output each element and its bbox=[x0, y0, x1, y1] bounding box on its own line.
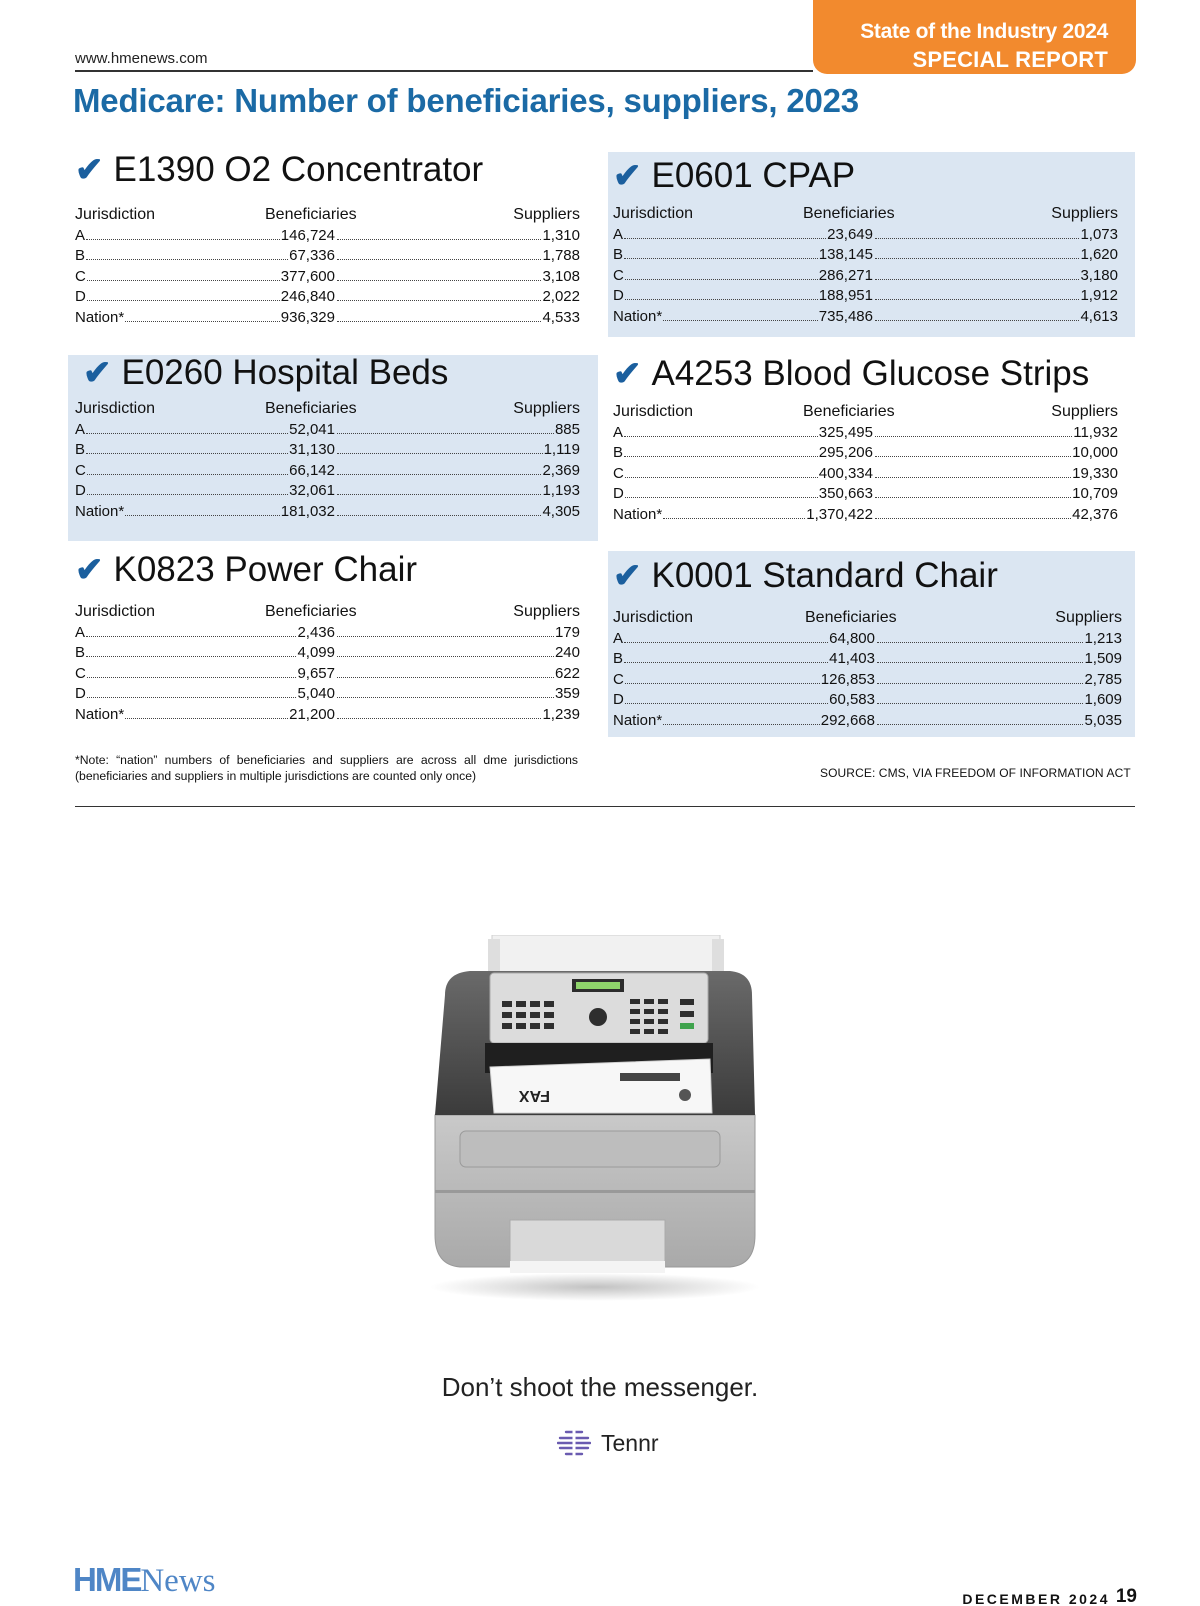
dot-leader bbox=[337, 697, 554, 698]
table-header bbox=[613, 609, 1122, 629]
table-row bbox=[613, 670, 1122, 690]
cell-jurisdiction: A bbox=[613, 424, 624, 441]
cell-beneficiaries: 66,142 bbox=[289, 461, 335, 479]
source-credit: SOURCE: CMS, VIA FREEDOM OF INFORMATION ACT bbox=[820, 766, 1131, 780]
cell-suppliers: 2,785 bbox=[1084, 670, 1122, 688]
cell-beneficiaries: 60,583 bbox=[829, 691, 875, 709]
tennr-brand[interactable] bbox=[557, 1428, 659, 1458]
table-row bbox=[75, 461, 580, 481]
col-header-suppliers: Suppliers bbox=[1051, 205, 1118, 222]
dot-leader bbox=[87, 474, 288, 475]
table-row bbox=[75, 481, 580, 501]
panel-title bbox=[613, 156, 855, 196]
dot-leader bbox=[337, 280, 541, 281]
cell-jurisdiction: Nation* bbox=[613, 711, 663, 729]
cell-jurisdiction: B bbox=[75, 441, 86, 459]
dot-leader bbox=[337, 636, 554, 637]
cell-beneficiaries: 377,600 bbox=[280, 267, 335, 285]
cell-suppliers: 10,709 bbox=[1072, 485, 1118, 503]
dot-leader bbox=[877, 703, 1083, 704]
dot-leader bbox=[86, 453, 288, 454]
dot-leader bbox=[337, 718, 541, 719]
cell-suppliers: 4,305 bbox=[542, 502, 580, 520]
cell-beneficiaries: 23,649 bbox=[827, 226, 873, 243]
cell-suppliers: 4,533 bbox=[542, 308, 580, 326]
data-table bbox=[75, 400, 580, 522]
dot-leader bbox=[337, 494, 541, 495]
checkmark-icon: ✔ bbox=[613, 557, 642, 595]
cell-suppliers: 2,369 bbox=[542, 461, 580, 479]
tennr-logo-icon bbox=[557, 1428, 591, 1458]
cell-beneficiaries: 31,130 bbox=[289, 441, 335, 459]
cell-beneficiaries: 936,329 bbox=[280, 308, 335, 326]
cell-suppliers: 19,330 bbox=[1072, 464, 1118, 482]
cell-beneficiaries: 295,206 bbox=[818, 444, 873, 462]
checkmark-icon: ✔ bbox=[83, 354, 112, 392]
table-row bbox=[613, 443, 1118, 463]
cell-jurisdiction: Nation* bbox=[613, 505, 663, 523]
cell-suppliers: 359 bbox=[554, 685, 580, 703]
dot-leader bbox=[624, 456, 818, 457]
col-header-beneficiaries: Beneficiaries bbox=[803, 205, 895, 222]
dot-leader bbox=[875, 279, 1079, 280]
page-number: 19 bbox=[1115, 1586, 1137, 1606]
cell-suppliers: 1,620 bbox=[1080, 246, 1118, 264]
footer-date: DECEMBER 2024 bbox=[962, 1591, 1110, 1606]
section-divider bbox=[75, 806, 1135, 807]
col-header-jurisdiction: Jurisdiction bbox=[75, 400, 156, 417]
table-row bbox=[613, 484, 1118, 504]
cell-beneficiaries: 9,657 bbox=[297, 664, 335, 682]
cell-jurisdiction: A bbox=[613, 630, 624, 647]
dot-leader bbox=[87, 494, 288, 495]
dot-leader bbox=[337, 677, 554, 678]
ad-tagline: Don’t shoot the messenger. bbox=[441, 1372, 759, 1402]
dot-leader bbox=[337, 515, 541, 516]
dot-leader bbox=[337, 433, 554, 434]
dot-leader bbox=[337, 300, 541, 301]
table-row bbox=[75, 440, 580, 460]
dot-leader bbox=[624, 238, 826, 239]
panel-e1390 bbox=[70, 148, 590, 333]
cell-jurisdiction: B bbox=[613, 650, 624, 668]
cell-beneficiaries: 52,041 bbox=[289, 421, 335, 438]
dot-leader bbox=[625, 299, 818, 300]
cell-suppliers: 622 bbox=[554, 664, 580, 682]
cell-beneficiaries: 21,200 bbox=[289, 705, 335, 723]
dot-leader bbox=[86, 656, 296, 657]
cell-suppliers: 1,788 bbox=[542, 247, 580, 265]
table-row bbox=[75, 684, 580, 704]
dot-leader bbox=[86, 259, 288, 260]
dot-leader bbox=[875, 320, 1079, 321]
checkmark-icon: ✔ bbox=[613, 157, 642, 195]
table-row bbox=[613, 690, 1122, 710]
cell-suppliers: 1,073 bbox=[1080, 226, 1118, 243]
cell-beneficiaries: 1,370,422 bbox=[806, 505, 873, 523]
panel-a4253 bbox=[608, 352, 1135, 537]
dot-leader bbox=[875, 436, 1072, 437]
cell-jurisdiction: D bbox=[613, 287, 624, 305]
dot-leader bbox=[875, 299, 1079, 300]
col-header-jurisdiction: Jurisdiction bbox=[75, 206, 156, 223]
dot-leader bbox=[877, 662, 1083, 663]
dot-leader bbox=[86, 239, 280, 240]
cell-suppliers: 1,509 bbox=[1084, 650, 1122, 668]
panel-title-text: E0260 Hospital Beds bbox=[121, 353, 449, 392]
dot-leader bbox=[875, 258, 1079, 259]
col-header-beneficiaries: Beneficiaries bbox=[265, 400, 357, 417]
footer-logo bbox=[73, 1561, 216, 1600]
table-row bbox=[613, 711, 1122, 731]
cell-beneficiaries: 146,724 bbox=[280, 227, 335, 244]
table-row bbox=[75, 705, 580, 725]
tennr-brand-name: Tennr bbox=[601, 1429, 659, 1456]
fax-paper-label: FAX bbox=[518, 1087, 550, 1104]
col-header-beneficiaries: Beneficiaries bbox=[265, 206, 357, 223]
data-table bbox=[75, 603, 580, 725]
cell-beneficiaries: 32,061 bbox=[289, 482, 335, 500]
cell-jurisdiction: C bbox=[613, 464, 624, 482]
data-table bbox=[613, 403, 1118, 525]
footnote: *Note: “nation” numbers of beneficiaries and suppliers are across all dme jurisdictions (beneficiaries and suppliers in multiple jurisdictions are counted only once) bbox=[75, 753, 578, 783]
dot-leader bbox=[125, 321, 280, 322]
table-row bbox=[75, 287, 580, 307]
table-row bbox=[75, 664, 580, 684]
panel-title bbox=[75, 150, 483, 190]
cell-suppliers: 3,180 bbox=[1080, 266, 1118, 284]
cell-jurisdiction: Nation* bbox=[75, 308, 125, 326]
dot-leader bbox=[663, 320, 818, 321]
dot-leader bbox=[624, 642, 828, 643]
table-row bbox=[75, 420, 580, 440]
cell-jurisdiction: Nation* bbox=[613, 307, 663, 325]
dot-leader bbox=[87, 300, 280, 301]
table-header bbox=[613, 205, 1118, 225]
cell-jurisdiction: B bbox=[613, 444, 624, 462]
dot-leader bbox=[337, 259, 541, 260]
panel-k0823 bbox=[70, 548, 590, 733]
cell-suppliers: 4,613 bbox=[1080, 307, 1118, 325]
cell-jurisdiction: Nation* bbox=[75, 502, 125, 520]
dot-leader bbox=[875, 238, 1079, 239]
cell-beneficiaries: 67,336 bbox=[289, 247, 335, 265]
dot-leader bbox=[663, 724, 820, 725]
panel-title bbox=[613, 354, 1089, 394]
table-row bbox=[613, 629, 1122, 649]
table-header bbox=[75, 603, 580, 623]
panel-title-text: E0601 CPAP bbox=[651, 156, 856, 195]
table-row bbox=[613, 245, 1118, 265]
table-row bbox=[75, 308, 580, 328]
special-report-tab bbox=[813, 0, 1136, 74]
cell-jurisdiction: A bbox=[75, 624, 86, 641]
dot-leader bbox=[875, 518, 1071, 519]
cell-beneficiaries: 41,403 bbox=[829, 650, 875, 668]
cell-beneficiaries: 2,436 bbox=[297, 624, 335, 641]
cell-beneficiaries: 5,040 bbox=[297, 685, 335, 703]
cell-beneficiaries: 286,271 bbox=[818, 266, 873, 284]
panel-title-text: E1390 O2 Concentrator bbox=[113, 150, 484, 189]
col-header-suppliers: Suppliers bbox=[513, 206, 580, 223]
dot-leader bbox=[625, 279, 818, 280]
table-row bbox=[613, 464, 1118, 484]
cell-jurisdiction: C bbox=[75, 461, 86, 479]
cell-beneficiaries: 181,032 bbox=[280, 502, 335, 520]
table-row bbox=[75, 623, 580, 643]
panel-title-text: K0823 Power Chair bbox=[113, 550, 417, 589]
panel-title bbox=[613, 556, 998, 596]
cell-jurisdiction: A bbox=[613, 226, 624, 243]
header-rule bbox=[75, 70, 813, 72]
panel-k0001 bbox=[608, 551, 1135, 737]
col-header-beneficiaries: Beneficiaries bbox=[265, 603, 357, 620]
cell-beneficiaries: 188,951 bbox=[818, 287, 873, 305]
cell-beneficiaries: 325,495 bbox=[818, 424, 873, 441]
cell-suppliers: 1,239 bbox=[542, 705, 580, 723]
cell-suppliers: 179 bbox=[554, 624, 580, 641]
panel-title-text: K0001 Standard Chair bbox=[651, 556, 998, 595]
col-header-jurisdiction: Jurisdiction bbox=[75, 603, 156, 620]
cell-jurisdiction: A bbox=[75, 227, 86, 244]
col-header-suppliers: Suppliers bbox=[1055, 609, 1122, 626]
dot-leader bbox=[624, 436, 818, 437]
cell-jurisdiction: D bbox=[75, 288, 86, 306]
dot-leader bbox=[877, 642, 1083, 643]
col-header-beneficiaries: Beneficiaries bbox=[803, 403, 895, 420]
fax-machine-illustration bbox=[430, 935, 780, 1325]
cell-beneficiaries: 735,486 bbox=[818, 307, 873, 325]
dot-leader bbox=[624, 662, 828, 663]
dot-leader bbox=[87, 677, 296, 678]
table-row bbox=[75, 502, 580, 522]
table-row bbox=[613, 266, 1118, 286]
cell-jurisdiction: B bbox=[613, 246, 624, 264]
checkmark-icon: ✔ bbox=[75, 151, 104, 189]
cell-suppliers: 1,912 bbox=[1080, 287, 1118, 305]
cell-suppliers: 1,310 bbox=[542, 227, 580, 244]
checkmark-icon: ✔ bbox=[613, 355, 642, 393]
table-row bbox=[75, 267, 580, 287]
cell-suppliers: 2,022 bbox=[542, 288, 580, 306]
table-row bbox=[613, 225, 1118, 245]
cell-beneficiaries: 350,663 bbox=[818, 485, 873, 503]
cell-beneficiaries: 400,334 bbox=[818, 464, 873, 482]
table-row bbox=[613, 307, 1118, 327]
data-table bbox=[75, 206, 580, 328]
dot-leader bbox=[625, 477, 818, 478]
tab-line-1: State of the Industry 2024 bbox=[860, 20, 1108, 43]
table-row bbox=[613, 649, 1122, 669]
dot-leader bbox=[337, 321, 541, 322]
cell-jurisdiction: D bbox=[75, 685, 86, 703]
data-table bbox=[613, 205, 1118, 327]
dot-leader bbox=[624, 258, 818, 259]
table-header bbox=[75, 206, 580, 226]
panel-e0601 bbox=[608, 152, 1135, 337]
dot-leader bbox=[337, 474, 541, 475]
dot-leader bbox=[875, 497, 1071, 498]
table-row bbox=[613, 286, 1118, 306]
cell-jurisdiction: D bbox=[75, 482, 86, 500]
cell-jurisdiction: C bbox=[75, 267, 86, 285]
col-header-beneficiaries: Beneficiaries bbox=[805, 609, 897, 626]
dot-leader bbox=[86, 636, 296, 637]
cell-suppliers: 10,000 bbox=[1072, 444, 1118, 462]
col-header-suppliers: Suppliers bbox=[1051, 403, 1118, 420]
cell-suppliers: 1,119 bbox=[543, 441, 580, 459]
cell-beneficiaries: 246,840 bbox=[280, 288, 335, 306]
cell-suppliers: 1,609 bbox=[1084, 691, 1122, 709]
dot-leader bbox=[877, 724, 1083, 725]
cell-beneficiaries: 64,800 bbox=[829, 630, 875, 647]
dot-leader bbox=[875, 477, 1071, 478]
cell-suppliers: 1,193 bbox=[542, 482, 580, 500]
dot-leader bbox=[87, 280, 280, 281]
dot-leader bbox=[875, 456, 1071, 457]
dot-leader bbox=[86, 433, 288, 434]
cell-jurisdiction: D bbox=[613, 485, 624, 503]
cell-suppliers: 5,035 bbox=[1084, 711, 1122, 729]
table-row bbox=[613, 505, 1118, 525]
col-header-suppliers: Suppliers bbox=[513, 603, 580, 620]
data-table bbox=[613, 609, 1122, 731]
cell-jurisdiction: D bbox=[613, 691, 624, 709]
col-header-jurisdiction: Jurisdiction bbox=[613, 205, 694, 222]
panel-title bbox=[75, 550, 417, 590]
footer-logo-news: News bbox=[140, 1563, 216, 1599]
checkmark-icon: ✔ bbox=[75, 551, 104, 589]
dot-leader bbox=[625, 497, 818, 498]
col-header-jurisdiction: Jurisdiction bbox=[613, 609, 694, 626]
footer-logo-hme: HME bbox=[73, 1561, 141, 1598]
cell-beneficiaries: 4,099 bbox=[297, 644, 335, 662]
cell-suppliers: 3,108 bbox=[542, 267, 580, 285]
table-row bbox=[75, 226, 580, 246]
dot-leader bbox=[337, 453, 543, 454]
cell-jurisdiction: C bbox=[613, 266, 624, 284]
dot-leader bbox=[125, 718, 288, 719]
table-row bbox=[75, 246, 580, 266]
cell-suppliers: 1,213 bbox=[1084, 630, 1122, 647]
dot-leader bbox=[663, 518, 805, 519]
tab-line-2: SPECIAL REPORT bbox=[912, 47, 1108, 72]
cell-jurisdiction: A bbox=[75, 421, 86, 438]
col-header-jurisdiction: Jurisdiction bbox=[613, 403, 694, 420]
dot-leader bbox=[337, 239, 541, 240]
table-header bbox=[75, 400, 580, 420]
cell-beneficiaries: 126,853 bbox=[820, 670, 875, 688]
cell-jurisdiction: C bbox=[613, 670, 624, 688]
panel-title bbox=[83, 353, 448, 393]
dot-leader bbox=[877, 683, 1083, 684]
dot-leader bbox=[87, 697, 296, 698]
cell-suppliers: 885 bbox=[554, 421, 580, 438]
cell-beneficiaries: 138,145 bbox=[818, 246, 873, 264]
dot-leader bbox=[125, 515, 280, 516]
cell-suppliers: 11,932 bbox=[1073, 424, 1118, 441]
cell-jurisdiction: C bbox=[75, 664, 86, 682]
page-title: Medicare: Number of beneficiaries, suppliers, 2023 bbox=[73, 82, 859, 119]
panel-e0260 bbox=[68, 355, 598, 541]
cell-beneficiaries: 292,668 bbox=[820, 711, 875, 729]
table-row bbox=[75, 643, 580, 663]
cell-suppliers: 240 bbox=[554, 644, 580, 662]
cell-jurisdiction: Nation* bbox=[75, 705, 125, 723]
site-url[interactable]: www.hmenews.com bbox=[75, 50, 208, 67]
dot-leader bbox=[625, 703, 828, 704]
col-header-suppliers: Suppliers bbox=[513, 400, 580, 417]
table-row bbox=[613, 423, 1118, 443]
table-header bbox=[613, 403, 1118, 423]
dot-leader bbox=[625, 683, 820, 684]
cell-suppliers: 42,376 bbox=[1072, 505, 1118, 523]
cell-jurisdiction: B bbox=[75, 644, 86, 662]
dot-leader bbox=[337, 656, 554, 657]
cell-jurisdiction: B bbox=[75, 247, 86, 265]
panel-title-text: A4253 Blood Glucose Strips bbox=[651, 354, 1090, 393]
